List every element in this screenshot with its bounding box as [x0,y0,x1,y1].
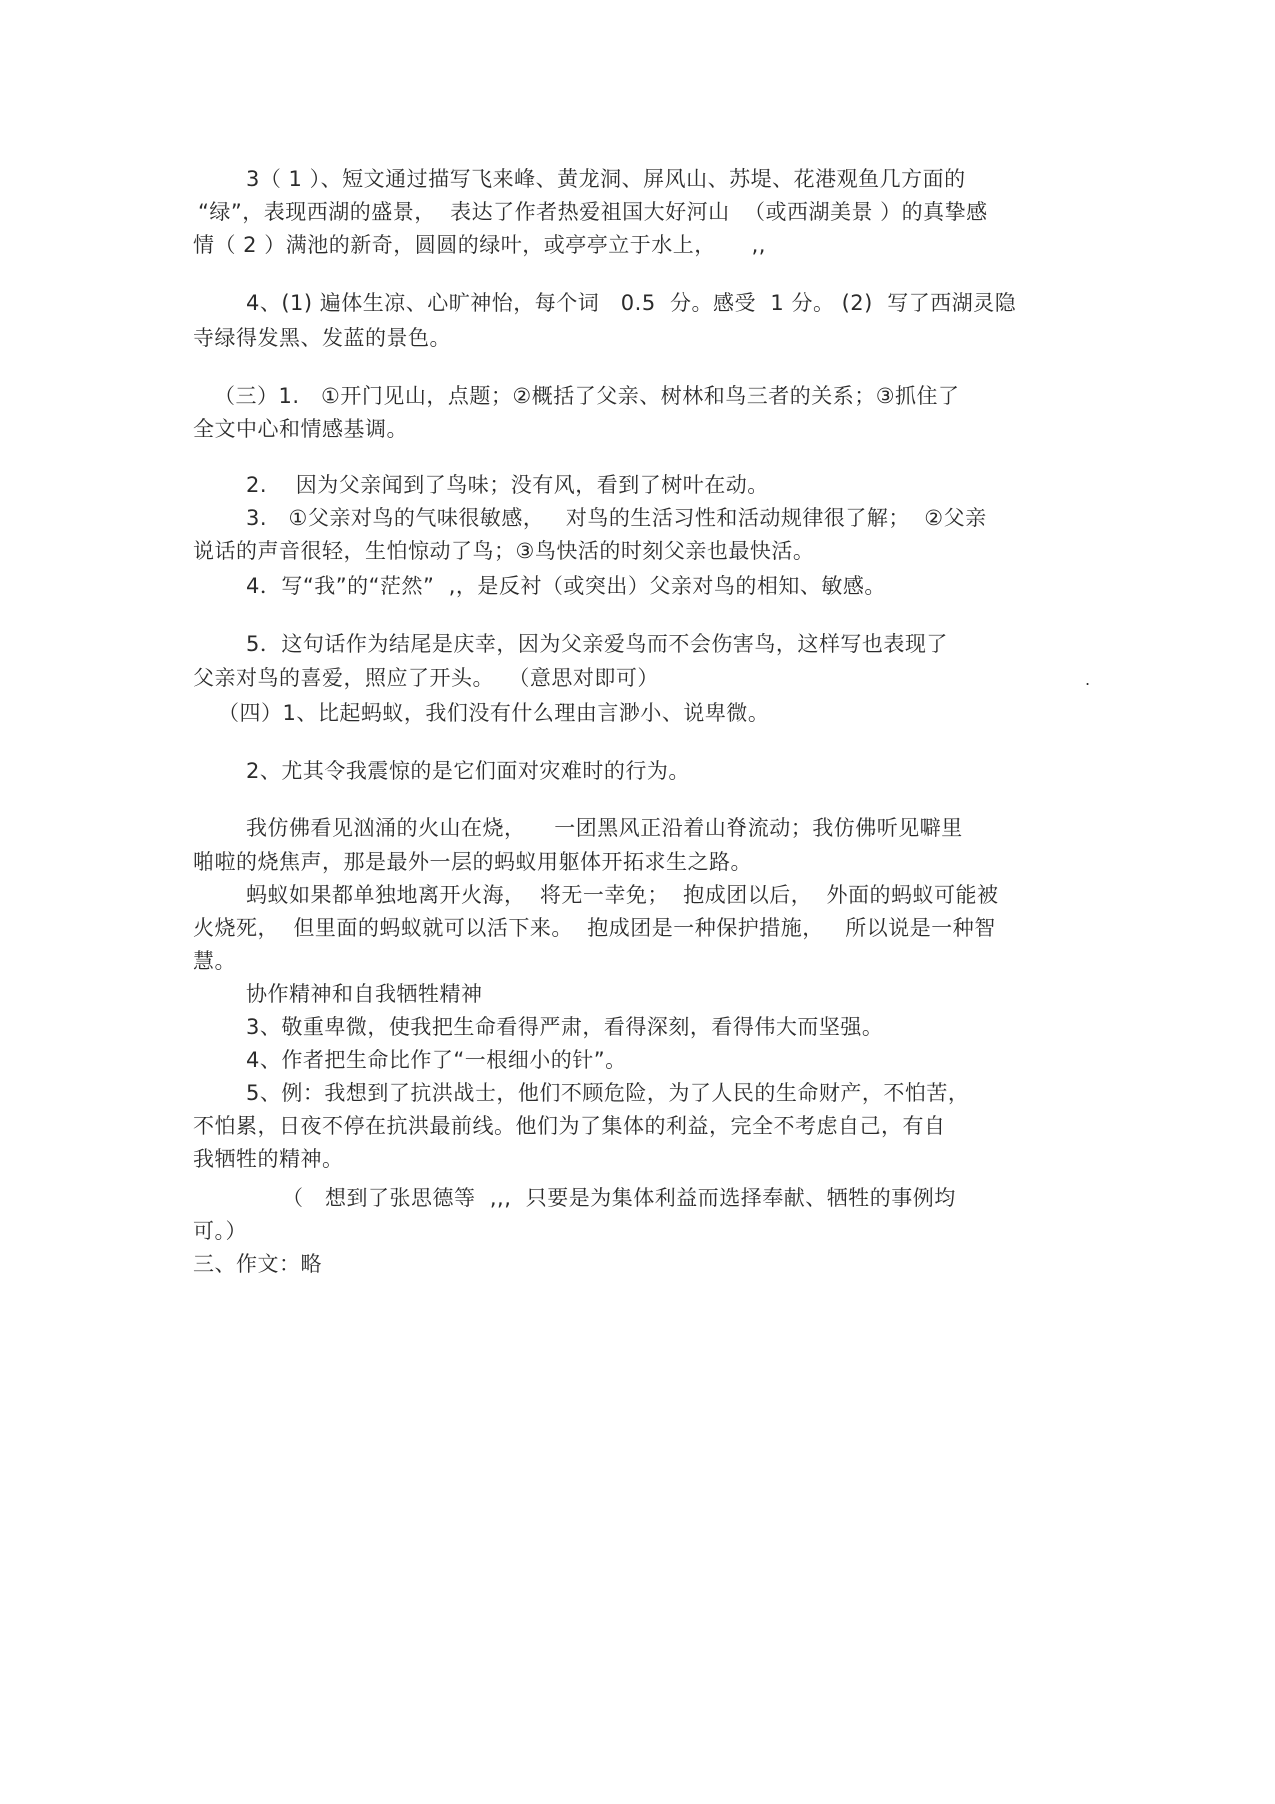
section-3-q3-line-1: 3. ①父亲对鸟的气味很敏感， 对鸟的生活习性和活动规律很了解； ②父亲 [246,506,987,530]
answer-3-line-3: 情（ 2 ）满池的新奇，圆圆的绿叶，或亭亭立于水上， ,, [193,233,766,257]
section-4-q4: 4、作者把生命比作了“一根细小的针”。 [246,1048,627,1072]
section-4-spirit: 协作精神和自我牺牲精神 [246,982,483,1006]
section-4-para-1-line-1: 我仿佛看见汹涌的火山在烧， 一团黑风正沿着山脊流动；我仿佛听见噼里 [246,816,963,840]
section-3-q1-line-1: （三）1. ①开门见山，点题；②概括了父亲、树林和鸟三者的关系；③抓住了 [214,384,960,408]
section-3-q5-line-1: 5．这句话作为结尾是庆幸，因为父亲爱鸟而不会伤害鸟，这样写也表现了 [246,632,948,656]
section-composition: 三、作文：略 [193,1252,322,1276]
section-3-q2: 2. 因为父亲闻到了鸟味；没有风，看到了树叶在动。 [246,473,769,497]
section-4-para-2-line-3: 慧。 [193,949,236,973]
section-4-q3: 3、敬重卑微，使我把生命看得严肃，看得深刻，看得伟大而坚强。 [246,1015,884,1039]
section-4-q5-line-2: 不怕累，日夜不停在抗洪最前线。他们为了集体的利益，完全不考虑自己，有自 [193,1114,946,1138]
section-3-q1-line-2: 全文中心和情感基调。 [193,417,408,441]
section-4-q5-note-line-2: 可。） [193,1219,247,1243]
section-4-q5-line-1: 5、例：我想到了抗洪战士，他们不顾危险，为了人民的生命财产，不怕苦， [246,1081,970,1105]
section-4-q5-line-3: 我牺牲的精神。 [193,1147,344,1171]
section-4-q5-note-line-1: （ 想到了张思德等 ,,, 只要是为集体利益而选择奉献、牺牲的事例均 [282,1186,956,1210]
section-4-q2: 2、尤其令我震惊的是它们面对灾难时的行为。 [246,759,690,783]
section-3-q3-line-2: 说话的声音很轻，生怕惊动了鸟；③鸟快活的时刻父亲也最快活。 [193,539,815,563]
stray-mark: . [1085,670,1091,689]
section-4-para-2-line-2: 火烧死， 但里面的蚂蚁就可以活下来。 抱成团是一种保护措施， 所以说是一种智 [193,916,996,940]
answer-4-line-2: 寺绿得发黑、发蓝的景色。 [193,326,451,350]
section-4-para-1-line-2: 啪啦的烧焦声，那是最外一层的蚂蚁用躯体开拓求生之路。 [193,850,752,874]
section-3-q4: 4．写“我”的“茫然” ,，是反衬（或突出）父亲对鸟的相知、敏感。 [246,574,886,598]
answer-4-line-1: 4、(1) 遍体生凉、心旷神怡，每个词 0.5 分。感受 1 分。 (2) 写了西湖灵隐 [246,291,1017,315]
answer-3-line-2: “绿”，表现西湖的盛景， 表达了作者热爱祖国大好河山 （或西湖美景 ）的真挚感 [198,200,988,224]
section-4-para-2-line-1: 蚂蚁如果都单独地离开火海， 将无一幸免； 抱成团以后， 外面的蚂蚁可能被 [246,883,999,907]
section-4-q1: （四）1、比起蚂蚁，我们没有什么理由言渺小、说卑微。 [218,701,770,725]
answer-3-line-1: 3（ 1 ）、短文通过描写飞来峰、黄龙洞、屏风山、苏堤、花港观鱼几方面的 [246,167,966,191]
section-3-q5-line-2: 父亲对鸟的喜爱，照应了开头。 （意思对即可） [193,666,659,690]
